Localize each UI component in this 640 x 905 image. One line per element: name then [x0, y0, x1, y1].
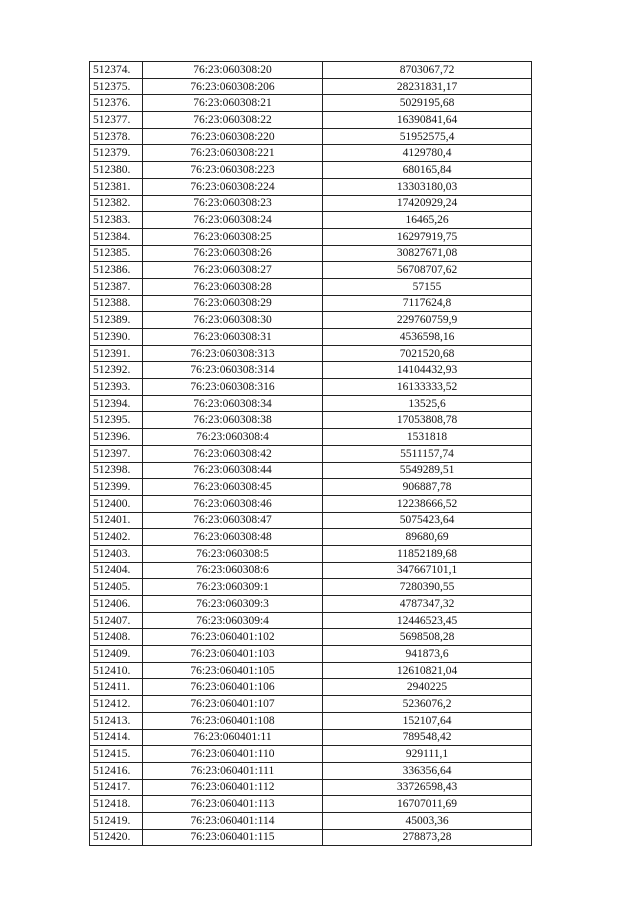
table-row	[90, 195, 532, 212]
cadastral-number-cell: 76:23:060308:6	[143, 562, 323, 579]
cadastral-number-cell: 76:23:060308:24	[143, 212, 323, 229]
row-number-cell: 512396.	[90, 429, 143, 446]
cadastral-number-cell: 76:23:060401:106	[143, 679, 323, 696]
cadastral-value-cell: 17420929,24	[323, 195, 532, 212]
table-body	[90, 62, 532, 846]
table-row	[90, 696, 532, 713]
row-number-cell: 512393.	[90, 379, 143, 396]
row-number-cell: 512386.	[90, 262, 143, 279]
row-number-cell: 512377.	[90, 112, 143, 129]
table-row	[90, 545, 532, 562]
cadastral-value-cell: 14104432,93	[323, 362, 532, 379]
cadastral-number-cell: 76:23:060308:5	[143, 545, 323, 562]
table-row	[90, 295, 532, 312]
cadastral-number-cell: 76:23:060308:30	[143, 312, 323, 329]
row-number-cell: 512382.	[90, 195, 143, 212]
table-row	[90, 78, 532, 95]
table-row	[90, 278, 532, 295]
cadastral-number-cell: 76:23:060308:34	[143, 395, 323, 412]
row-number-cell: 512416.	[90, 762, 143, 779]
row-number-cell: 512388.	[90, 295, 143, 312]
table-row	[90, 379, 532, 396]
table-row	[90, 178, 532, 195]
cadastral-number-cell: 76:23:060401:103	[143, 646, 323, 663]
cadastral-value-cell: 28231831,17	[323, 78, 532, 95]
row-number-cell: 512389.	[90, 312, 143, 329]
cadastral-value-cell: 33726598,43	[323, 779, 532, 796]
cadastral-number-cell: 76:23:060401:112	[143, 779, 323, 796]
cadastral-number-cell: 76:23:060401:11	[143, 729, 323, 746]
cadastral-value-cell: 789548,42	[323, 729, 532, 746]
table-row	[90, 762, 532, 779]
cadastral-number-cell: 76:23:060308:31	[143, 329, 323, 346]
table-row	[90, 395, 532, 412]
cadastral-number-cell: 76:23:060309:4	[143, 612, 323, 629]
table-row	[90, 462, 532, 479]
row-number-cell: 512391.	[90, 345, 143, 362]
cadastral-number-cell: 76:23:060308:25	[143, 228, 323, 245]
row-number-cell: 512413.	[90, 712, 143, 729]
table-row	[90, 779, 532, 796]
cadastral-value-cell: 45003,36	[323, 812, 532, 829]
row-number-cell: 512404.	[90, 562, 143, 579]
cadastral-value-cell: 13525,6	[323, 395, 532, 412]
cadastral-value-cell: 1531818	[323, 429, 532, 446]
cadastral-number-cell: 76:23:060401:108	[143, 712, 323, 729]
row-number-cell: 512418.	[90, 796, 143, 813]
table-row	[90, 712, 532, 729]
cadastral-value-cell: 56708707,62	[323, 262, 532, 279]
table-row	[90, 62, 532, 79]
table-row	[90, 579, 532, 596]
cadastral-value-cell: 57155	[323, 278, 532, 295]
cadastral-number-cell: 76:23:060308:314	[143, 362, 323, 379]
cadastral-value-cell: 5236076,2	[323, 696, 532, 713]
row-number-cell: 512420.	[90, 829, 143, 846]
table-row	[90, 145, 532, 162]
cadastral-number-cell: 76:23:060309:1	[143, 579, 323, 596]
cadastral-number-cell: 76:23:060308:23	[143, 195, 323, 212]
cadastral-number-cell: 76:23:060401:111	[143, 762, 323, 779]
row-number-cell: 512402.	[90, 529, 143, 546]
row-number-cell: 512380.	[90, 162, 143, 179]
cadastral-value-cell: 5511157,74	[323, 445, 532, 462]
cadastral-number-cell: 76:23:060308:29	[143, 295, 323, 312]
cadastral-number-cell: 76:23:060308:48	[143, 529, 323, 546]
table-row	[90, 329, 532, 346]
cadastral-value-cell: 16465,26	[323, 212, 532, 229]
cadastral-number-cell: 76:23:060308:206	[143, 78, 323, 95]
cadastral-value-cell: 7280390,55	[323, 579, 532, 596]
cadastral-value-cell: 336356,64	[323, 762, 532, 779]
table-row	[90, 679, 532, 696]
row-number-cell: 512385.	[90, 245, 143, 262]
cadastral-value-table	[89, 61, 532, 846]
row-number-cell: 512374.	[90, 62, 143, 79]
row-number-cell: 512415.	[90, 746, 143, 763]
cadastral-value-cell: 906887,78	[323, 479, 532, 496]
row-number-cell: 512405.	[90, 579, 143, 596]
table-row	[90, 312, 532, 329]
cadastral-number-cell: 76:23:060308:47	[143, 512, 323, 529]
cadastral-value-cell: 12446523,45	[323, 612, 532, 629]
row-number-cell: 512403.	[90, 545, 143, 562]
row-number-cell: 512392.	[90, 362, 143, 379]
cadastral-value-cell: 941873,6	[323, 646, 532, 663]
cadastral-value-cell: 347667101,1	[323, 562, 532, 579]
table-row	[90, 829, 532, 846]
cadastral-value-cell: 12610821,04	[323, 662, 532, 679]
table-row	[90, 262, 532, 279]
cadastral-value-cell: 5029195,68	[323, 95, 532, 112]
cadastral-number-cell: 76:23:060401:102	[143, 629, 323, 646]
cadastral-value-cell: 5698508,28	[323, 629, 532, 646]
table-row	[90, 362, 532, 379]
table-row	[90, 646, 532, 663]
cadastral-number-cell: 76:23:060308:26	[143, 245, 323, 262]
row-number-cell: 512379.	[90, 145, 143, 162]
cadastral-value-cell: 16390841,64	[323, 112, 532, 129]
row-number-cell: 512387.	[90, 278, 143, 295]
table-row	[90, 746, 532, 763]
row-number-cell: 512401.	[90, 512, 143, 529]
cadastral-number-cell: 76:23:060309:3	[143, 596, 323, 613]
cadastral-number-cell: 76:23:060308:316	[143, 379, 323, 396]
row-number-cell: 512397.	[90, 445, 143, 462]
cadastral-number-cell: 76:23:060308:21	[143, 95, 323, 112]
cadastral-number-cell: 76:23:060308:45	[143, 479, 323, 496]
cadastral-value-cell: 4787347,32	[323, 596, 532, 613]
row-number-cell: 512417.	[90, 779, 143, 796]
cadastral-number-cell: 76:23:060308:22	[143, 112, 323, 129]
row-number-cell: 512400.	[90, 495, 143, 512]
row-number-cell: 512414.	[90, 729, 143, 746]
table-row	[90, 162, 532, 179]
row-number-cell: 512412.	[90, 696, 143, 713]
cadastral-value-cell: 16297919,75	[323, 228, 532, 245]
cadastral-value-cell: 8703067,72	[323, 62, 532, 79]
row-number-cell: 512398.	[90, 462, 143, 479]
cadastral-value-cell: 152107,64	[323, 712, 532, 729]
cadastral-number-cell: 76:23:060308:28	[143, 278, 323, 295]
cadastral-number-cell: 76:23:060401:110	[143, 746, 323, 763]
cadastral-value-cell: 11852189,68	[323, 545, 532, 562]
row-number-cell: 512407.	[90, 612, 143, 629]
cadastral-value-cell: 7117624,8	[323, 295, 532, 312]
cadastral-value-cell: 17053808,78	[323, 412, 532, 429]
cadastral-value-cell: 4129780,4	[323, 145, 532, 162]
row-number-cell: 512406.	[90, 596, 143, 613]
table-row	[90, 562, 532, 579]
cadastral-number-cell: 76:23:060308:224	[143, 178, 323, 195]
row-number-cell: 512394.	[90, 395, 143, 412]
cadastral-value-cell: 4536598,16	[323, 329, 532, 346]
row-number-cell: 512408.	[90, 629, 143, 646]
cadastral-value-cell: 16707011,69	[323, 796, 532, 813]
cadastral-number-cell: 76:23:060401:115	[143, 829, 323, 846]
table-row	[90, 812, 532, 829]
row-number-cell: 512375.	[90, 78, 143, 95]
cadastral-value-cell: 16133333,52	[323, 379, 532, 396]
row-number-cell: 512381.	[90, 178, 143, 195]
table-row	[90, 245, 532, 262]
cadastral-number-cell: 76:23:060308:4	[143, 429, 323, 446]
cadastral-number-cell: 76:23:060308:42	[143, 445, 323, 462]
row-number-cell: 512410.	[90, 662, 143, 679]
row-number-cell: 512395.	[90, 412, 143, 429]
cadastral-number-cell: 76:23:060308:38	[143, 412, 323, 429]
cadastral-value-cell: 12238666,52	[323, 495, 532, 512]
cadastral-number-cell: 76:23:060308:220	[143, 128, 323, 145]
cadastral-value-cell: 2940225	[323, 679, 532, 696]
row-number-cell: 512409.	[90, 646, 143, 663]
row-number-cell: 512384.	[90, 228, 143, 245]
cadastral-value-cell: 680165,84	[323, 162, 532, 179]
cadastral-number-cell: 76:23:060308:44	[143, 462, 323, 479]
table-row	[90, 429, 532, 446]
cadastral-number-cell: 76:23:060308:20	[143, 62, 323, 79]
table-row	[90, 662, 532, 679]
row-number-cell: 512378.	[90, 128, 143, 145]
table-row	[90, 479, 532, 496]
cadastral-number-cell: 76:23:060308:27	[143, 262, 323, 279]
cadastral-number-cell: 76:23:060308:221	[143, 145, 323, 162]
table-row	[90, 495, 532, 512]
table-row	[90, 796, 532, 813]
cadastral-number-cell: 76:23:060401:105	[143, 662, 323, 679]
table-row	[90, 412, 532, 429]
cadastral-value-cell: 5549289,51	[323, 462, 532, 479]
table-row	[90, 212, 532, 229]
table-row	[90, 596, 532, 613]
cadastral-value-cell: 229760759,9	[323, 312, 532, 329]
cadastral-value-cell: 13303180,03	[323, 178, 532, 195]
table-row	[90, 445, 532, 462]
cadastral-number-cell: 76:23:060401:114	[143, 812, 323, 829]
table-row	[90, 629, 532, 646]
table-row	[90, 95, 532, 112]
cadastral-value-cell: 7021520,68	[323, 345, 532, 362]
row-number-cell: 512411.	[90, 679, 143, 696]
table-row	[90, 228, 532, 245]
cadastral-value-cell: 89680,69	[323, 529, 532, 546]
cadastral-value-cell: 278873,28	[323, 829, 532, 846]
row-number-cell: 512399.	[90, 479, 143, 496]
cadastral-value-cell: 51952575,4	[323, 128, 532, 145]
table-row	[90, 128, 532, 145]
row-number-cell: 512390.	[90, 329, 143, 346]
table-row	[90, 529, 532, 546]
table-row	[90, 729, 532, 746]
cadastral-number-cell: 76:23:060308:223	[143, 162, 323, 179]
table-row	[90, 512, 532, 529]
table-row	[90, 612, 532, 629]
table-row	[90, 112, 532, 129]
cadastral-value-cell: 929111,1	[323, 746, 532, 763]
cadastral-number-cell: 76:23:060401:107	[143, 696, 323, 713]
row-number-cell: 512376.	[90, 95, 143, 112]
cadastral-number-cell: 76:23:060308:46	[143, 495, 323, 512]
cadastral-number-cell: 76:23:060308:313	[143, 345, 323, 362]
cadastral-value-cell: 5075423,64	[323, 512, 532, 529]
table-row	[90, 345, 532, 362]
cadastral-number-cell: 76:23:060401:113	[143, 796, 323, 813]
row-number-cell: 512383.	[90, 212, 143, 229]
cadastral-value-cell: 30827671,08	[323, 245, 532, 262]
row-number-cell: 512419.	[90, 812, 143, 829]
